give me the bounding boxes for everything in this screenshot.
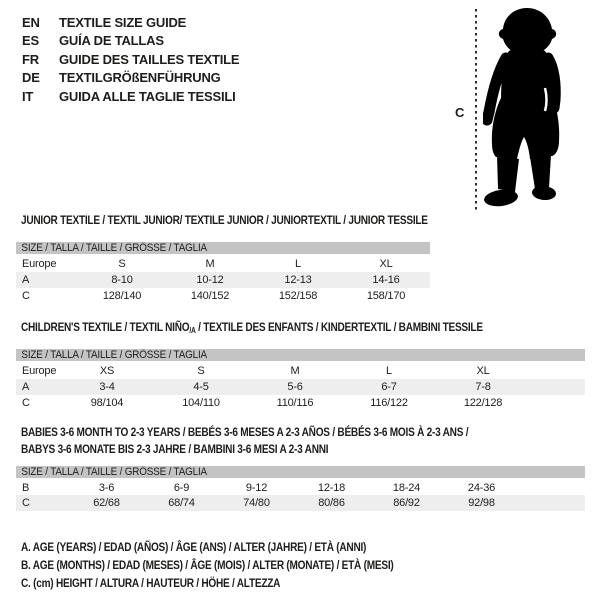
column-header: S [154,362,248,379]
table-row-height [16,395,585,411]
cell: 3-6 [69,479,144,495]
table-row-height [16,288,430,304]
table-row-height [16,495,585,511]
cell: 18-24 [369,479,444,495]
spacer-cell [530,395,585,411]
cell: 104/110 [154,395,248,411]
babies-title-line2: BABYS 3-6 MONATE BIS 2-3 JAHRE / BAMBINI 3-6 MESI A 2-3 ANNI [21,442,329,456]
cell: 5-6 [248,379,342,395]
cell: 62/68 [69,495,144,511]
title-part: CHILDREN'S TEXTILE / TEXTIL NIÑO [21,320,190,334]
cell: 110/116 [248,395,342,411]
lang-title: TEXTILGRÖßENFÜHRUNG [59,70,221,86]
height-marker-label: C [455,105,465,120]
column-header-row [16,255,430,272]
lang-row-es [22,32,239,51]
size-header-text: SIZE / TALLA / TAILLE / GRÖSSE / TAGLIA [21,466,207,478]
cell: 10-12 [166,272,254,288]
cell: 6-7 [342,379,436,395]
lang-row-it [22,87,239,106]
title-subscript: /A [189,326,196,335]
cell: 92/98 [444,495,519,511]
size-header-bar [16,349,585,362]
cell: 7-8 [436,379,530,395]
table-row-age-months [16,479,585,495]
column-header: L [342,362,436,379]
column-header: L [254,255,342,272]
column-header: XS [60,362,154,379]
lang-title: GUIDA ALLE TAGLIE TESSILI [59,88,236,104]
footnote-a: A. AGE (YEARS) / EDAD (AÑOS) / ÂGE (ANS) / ALTER (JAHRE) / ETÀ (ANNI) [21,540,367,554]
junior-section-title: JUNIOR TEXTILE / TEXTIL JUNIOR/ TEXTILE JUNIOR / JUNIORTEXTIL / JUNIOR TESSILE [21,213,428,227]
cell: 68/74 [144,495,219,511]
lang-row-fr [22,50,239,69]
column-header: M [248,362,342,379]
lang-row-en [22,13,239,32]
cell: 140/152 [166,288,254,304]
toddler-figure [452,6,592,214]
table-row-age [16,379,585,395]
lang-row-de [22,69,239,88]
column-header: XL [436,362,530,379]
column-header-row [16,362,585,379]
table-row-age [16,272,430,288]
cell: 12-13 [254,272,342,288]
size-header-text: SIZE / TALLA / TAILLE / GRÖSSE / TAGLIA [21,242,207,254]
cell: 14-16 [342,272,430,288]
lang-title: GUIDE DES TAILLES TEXTILE [59,51,240,67]
cell: 80/86 [294,495,369,511]
row-label: A [16,379,60,395]
region-label: Europe [16,362,60,379]
cell: 9-12 [219,479,294,495]
cell: 122/128 [436,395,530,411]
size-header-text: SIZE / TALLA / TAILLE / GRÖSSE / TAGLIA [21,349,207,361]
footnote-b: B. AGE (MONTHS) / EDAD (MESES) / ÂGE (MOIS) / ALTER (MONATE) / ETÀ (MESI) [21,558,394,572]
lang-code: FR [22,51,39,67]
cell: 86/92 [369,495,444,511]
toddler-silhouette-icon [483,8,571,208]
row-label: C [16,495,69,511]
cell: 116/122 [342,395,436,411]
lang-code: DE [22,70,40,86]
lang-code: EN [22,14,40,30]
babies-section-title [21,424,468,458]
size-header-bar [16,242,430,255]
row-label: A [16,272,78,288]
title-part: / TEXTILE DES ENFANTS / KINDERTEXTIL / BAMBINI TESSILE [195,320,483,334]
spacer-cell [530,362,585,379]
size-header-bar [16,466,585,479]
column-header: M [166,255,254,272]
cell: 74/80 [219,495,294,511]
lang-title: TEXTILE SIZE GUIDE [59,14,187,30]
lang-title: GUÍA DE TALLAS [59,33,164,49]
children-size-table [16,349,585,411]
cell: 158/170 [342,288,430,304]
cell: 3-4 [60,379,154,395]
babies-title-line1: BABIES 3-6 MONTH TO 2-3 YEARS / BEBÉS 3-6 MESES A 2-3 AÑOS / BÉBÉS 3-6 MOIS À 2-3 ANS / [21,425,469,439]
spacer-cell [530,379,585,395]
cell: 24-36 [444,479,519,495]
children-section-title [21,319,483,339]
cell: 98/104 [60,395,154,411]
column-header: S [78,255,166,272]
babies-size-table [16,466,585,511]
height-dashed-line [475,9,477,210]
lang-code: IT [22,88,34,104]
spacer-cell [519,495,585,511]
region-label: Europe [16,255,78,272]
language-header [22,13,239,106]
cell: 4-5 [154,379,248,395]
cell: 128/140 [78,288,166,304]
junior-size-table [16,242,430,304]
spacer-cell [519,479,585,495]
cell: 6-9 [144,479,219,495]
footnotes [21,538,393,592]
row-label: B [16,479,69,495]
footnote-c: C. (cm) HEIGHT / ALTURA / HAUTEUR / HÖHE / ALTEZZA [21,576,281,590]
lang-code: ES [22,33,39,49]
cell: 152/158 [254,288,342,304]
cell: 8-10 [78,272,166,288]
column-header: XL [342,255,430,272]
cell: 12-18 [294,479,369,495]
row-label: C [16,288,78,304]
row-label: C [16,395,60,411]
